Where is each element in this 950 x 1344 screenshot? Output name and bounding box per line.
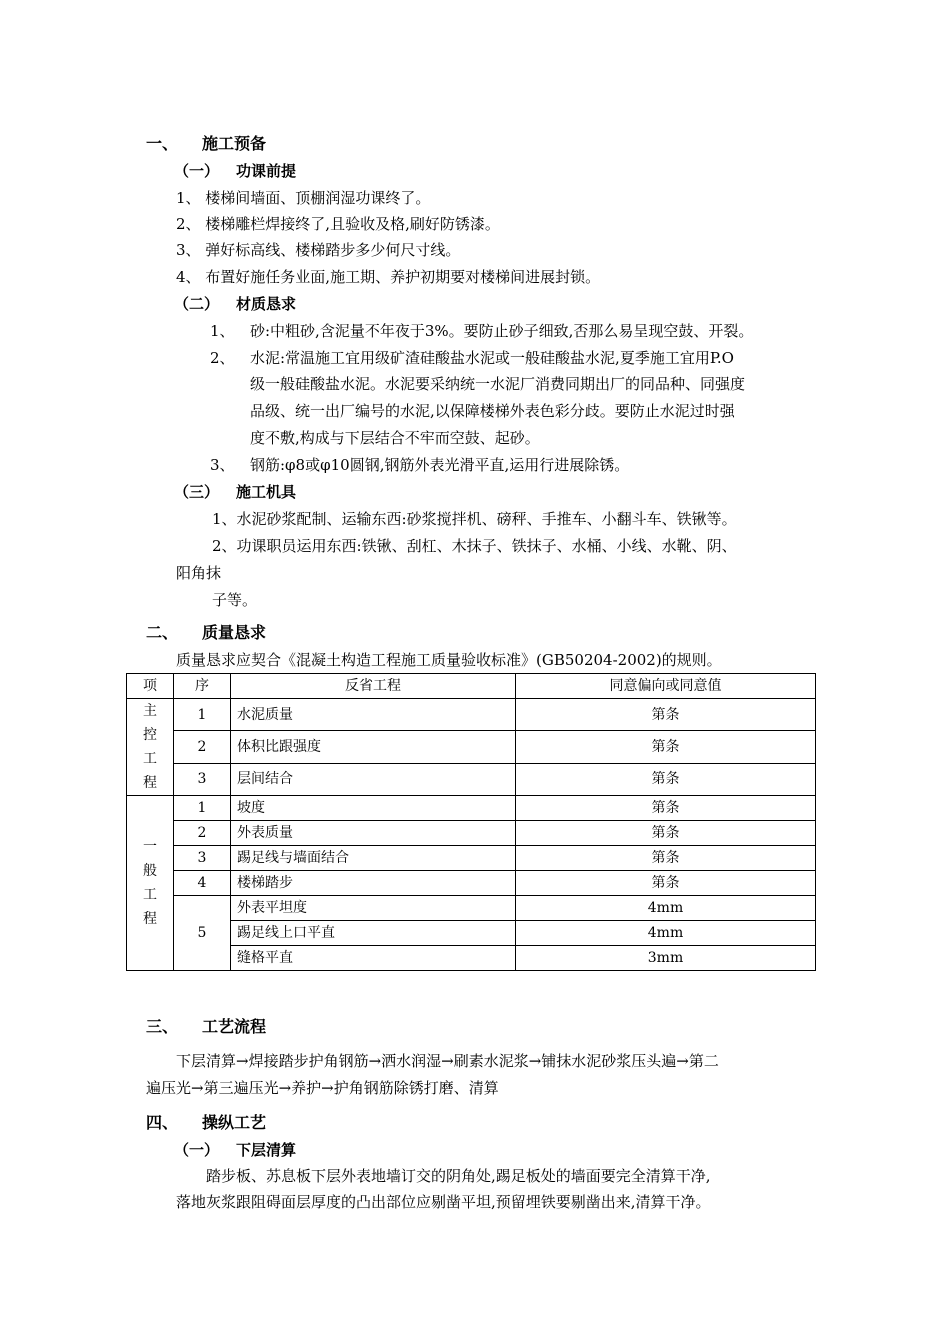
list-item-continuation: 子等。 <box>212 591 258 609</box>
list-item-number: 2、 <box>210 349 235 367</box>
table-row <box>127 763 816 795</box>
table-row <box>127 921 816 946</box>
subsection-1-1-title: 功课前提 <box>236 162 297 180</box>
list-item: 2、功课职员运用东西:铁锹、刮杠、木抹子、铁抹子、水桶、小线、水靴、阴、 <box>212 537 737 555</box>
table-row <box>127 946 816 971</box>
table-row <box>127 896 816 921</box>
list-item: 1、水泥砂浆配制、运输东西:砂浆搅拌机、磅秤、手推车、小翻斗车、铁锹等。 <box>212 510 737 528</box>
table-cell-value: 第条 <box>516 846 816 871</box>
quality-table <box>126 673 816 971</box>
table-row <box>127 871 816 896</box>
table-cell-value: 4mm <box>516 921 816 946</box>
paragraph-line: 踏步板、苏息板下层外表地墙订交的阴角处,踢足板处的墙面要完全清算干净, <box>206 1167 711 1185</box>
table-cell-seq: 4 <box>174 871 231 896</box>
table-cell-seq: 2 <box>174 821 231 846</box>
table-row <box>127 796 816 821</box>
table-cell-item: 缝格平直 <box>231 946 516 971</box>
group-label-main: 主控工程 <box>127 699 174 796</box>
table-cell-item: 水泥质量 <box>231 699 516 731</box>
list-item: 钢筋:φ8或φ10圆钢,钢筋外表光滑平直,运用行进展除锈。 <box>250 456 630 474</box>
table-cell-seq: 1 <box>174 796 231 821</box>
table-cell-item: 踢足线上口平直 <box>231 921 516 946</box>
table-cell-seq: 3 <box>174 763 231 795</box>
section-4-title: 操纵工艺 <box>202 1113 267 1132</box>
list-item-continuation: 级一般硅酸盐水泥。水泥要采纳统一水泥厂消费同期出厂的同品种、同强度 <box>250 375 746 393</box>
table-cell-value: 第条 <box>516 871 816 896</box>
table-cell-value: 第条 <box>516 763 816 795</box>
table-cell-value: 第条 <box>516 796 816 821</box>
table-cell-item: 外表质量 <box>231 821 516 846</box>
subsection-1-1-number: （一） <box>174 162 220 180</box>
table-cell-item: 楼梯踏步 <box>231 871 516 896</box>
list-item: 1、 楼梯间墙面、顶棚润湿功课终了。 <box>176 189 431 207</box>
table-header-cell: 项 <box>127 674 174 699</box>
list-item: 2、 楼梯雕栏焊接终了,且验收及格,刷好防锈漆。 <box>176 215 500 233</box>
table-cell-value: 4mm <box>516 896 816 921</box>
table-cell-item: 坡度 <box>231 796 516 821</box>
paragraph-line: 落地灰浆跟阻碍面层厚度的凸出部位应剔凿平坦,预留埋铁要剔凿出来,清算干净。 <box>176 1193 711 1211</box>
table-row <box>127 846 816 871</box>
table-row <box>127 731 816 763</box>
subsection-4-1-title: 下层清算 <box>236 1141 297 1159</box>
list-item-continuation: 度不敷,构成与下层结合不牢而空鼓、起砂。 <box>250 429 540 447</box>
subsection-4-1-number: （一） <box>174 1141 220 1159</box>
subsection-1-3-number: （三） <box>174 483 220 501</box>
table-cell-seq: 5 <box>174 896 231 971</box>
section-2-title: 质量恳求 <box>202 623 267 642</box>
list-item-continuation: 阳角抹 <box>176 564 222 582</box>
list-item-number: 3、 <box>210 456 235 474</box>
section-2-intro: 质量恳求应契合《混凝土构造工程施工质量验收标准》(GB50204-2002)的规则。 <box>176 651 722 669</box>
table-cell-item: 外表平坦度 <box>231 896 516 921</box>
list-item: 3、 弹好标高线、楼梯踏步多少何尺寸线。 <box>176 241 461 259</box>
list-item: 砂:中粗砂,含泥量不年夜于3%。要防止砂子细致,否那么易呈现空鼓、开裂。 <box>250 322 754 340</box>
subsection-1-3-title: 施工机具 <box>236 483 297 501</box>
list-item: 4、 布置好施任务业面,施工期、养护初期要对楼梯间进展封锁。 <box>176 268 601 286</box>
table-header-cell: 同意偏向或同意值 <box>516 674 816 699</box>
table-cell-value: 3mm <box>516 946 816 971</box>
subsection-1-2-title: 材质恳求 <box>236 295 297 313</box>
table-cell-item: 层间结合 <box>231 763 516 795</box>
section-3-number: 三、 <box>146 1017 179 1036</box>
table-cell-seq: 3 <box>174 846 231 871</box>
process-flow-line: 下层清算→焊接踏步护角钢筋→洒水润湿→刷素水泥浆→铺抹水泥砂浆压头遍→第二 <box>176 1052 719 1070</box>
section-3-title: 工艺流程 <box>202 1017 267 1036</box>
table-row <box>127 699 816 731</box>
table-header-cell: 反省工程 <box>231 674 516 699</box>
table-cell-value: 第条 <box>516 821 816 846</box>
table-cell-seq: 2 <box>174 731 231 763</box>
section-4-number: 四、 <box>146 1113 179 1132</box>
table-cell-value: 第条 <box>516 699 816 731</box>
list-item-number: 1、 <box>210 322 235 340</box>
process-flow-line: 遍压光→第三遍压光→养护→护角钢筋除锈打磨、清算 <box>146 1079 499 1097</box>
section-2-number: 二、 <box>146 623 179 642</box>
table-header-cell: 序 <box>174 674 231 699</box>
table-header-row <box>127 674 816 699</box>
table-cell-item: 体积比跟强度 <box>231 731 516 763</box>
table-cell-value: 第条 <box>516 731 816 763</box>
table-row <box>127 821 816 846</box>
table-cell-seq: 1 <box>174 699 231 731</box>
table-cell-item: 踢足线与墙面结合 <box>231 846 516 871</box>
subsection-1-2-number: （二） <box>174 295 220 313</box>
section-1-number: 一、 <box>146 134 179 153</box>
group-label-general: 一般工程 <box>127 796 174 971</box>
list-item-continuation: 品级、统一出厂编号的水泥,以保障楼梯外表色彩分歧。要防止水泥过时强 <box>250 402 735 420</box>
section-1-title: 施工预备 <box>202 134 267 153</box>
list-item: 水泥:常温施工宜用级矿渣硅酸盐水泥或一般硅酸盐水泥,夏季施工宜用P.O <box>250 349 734 367</box>
